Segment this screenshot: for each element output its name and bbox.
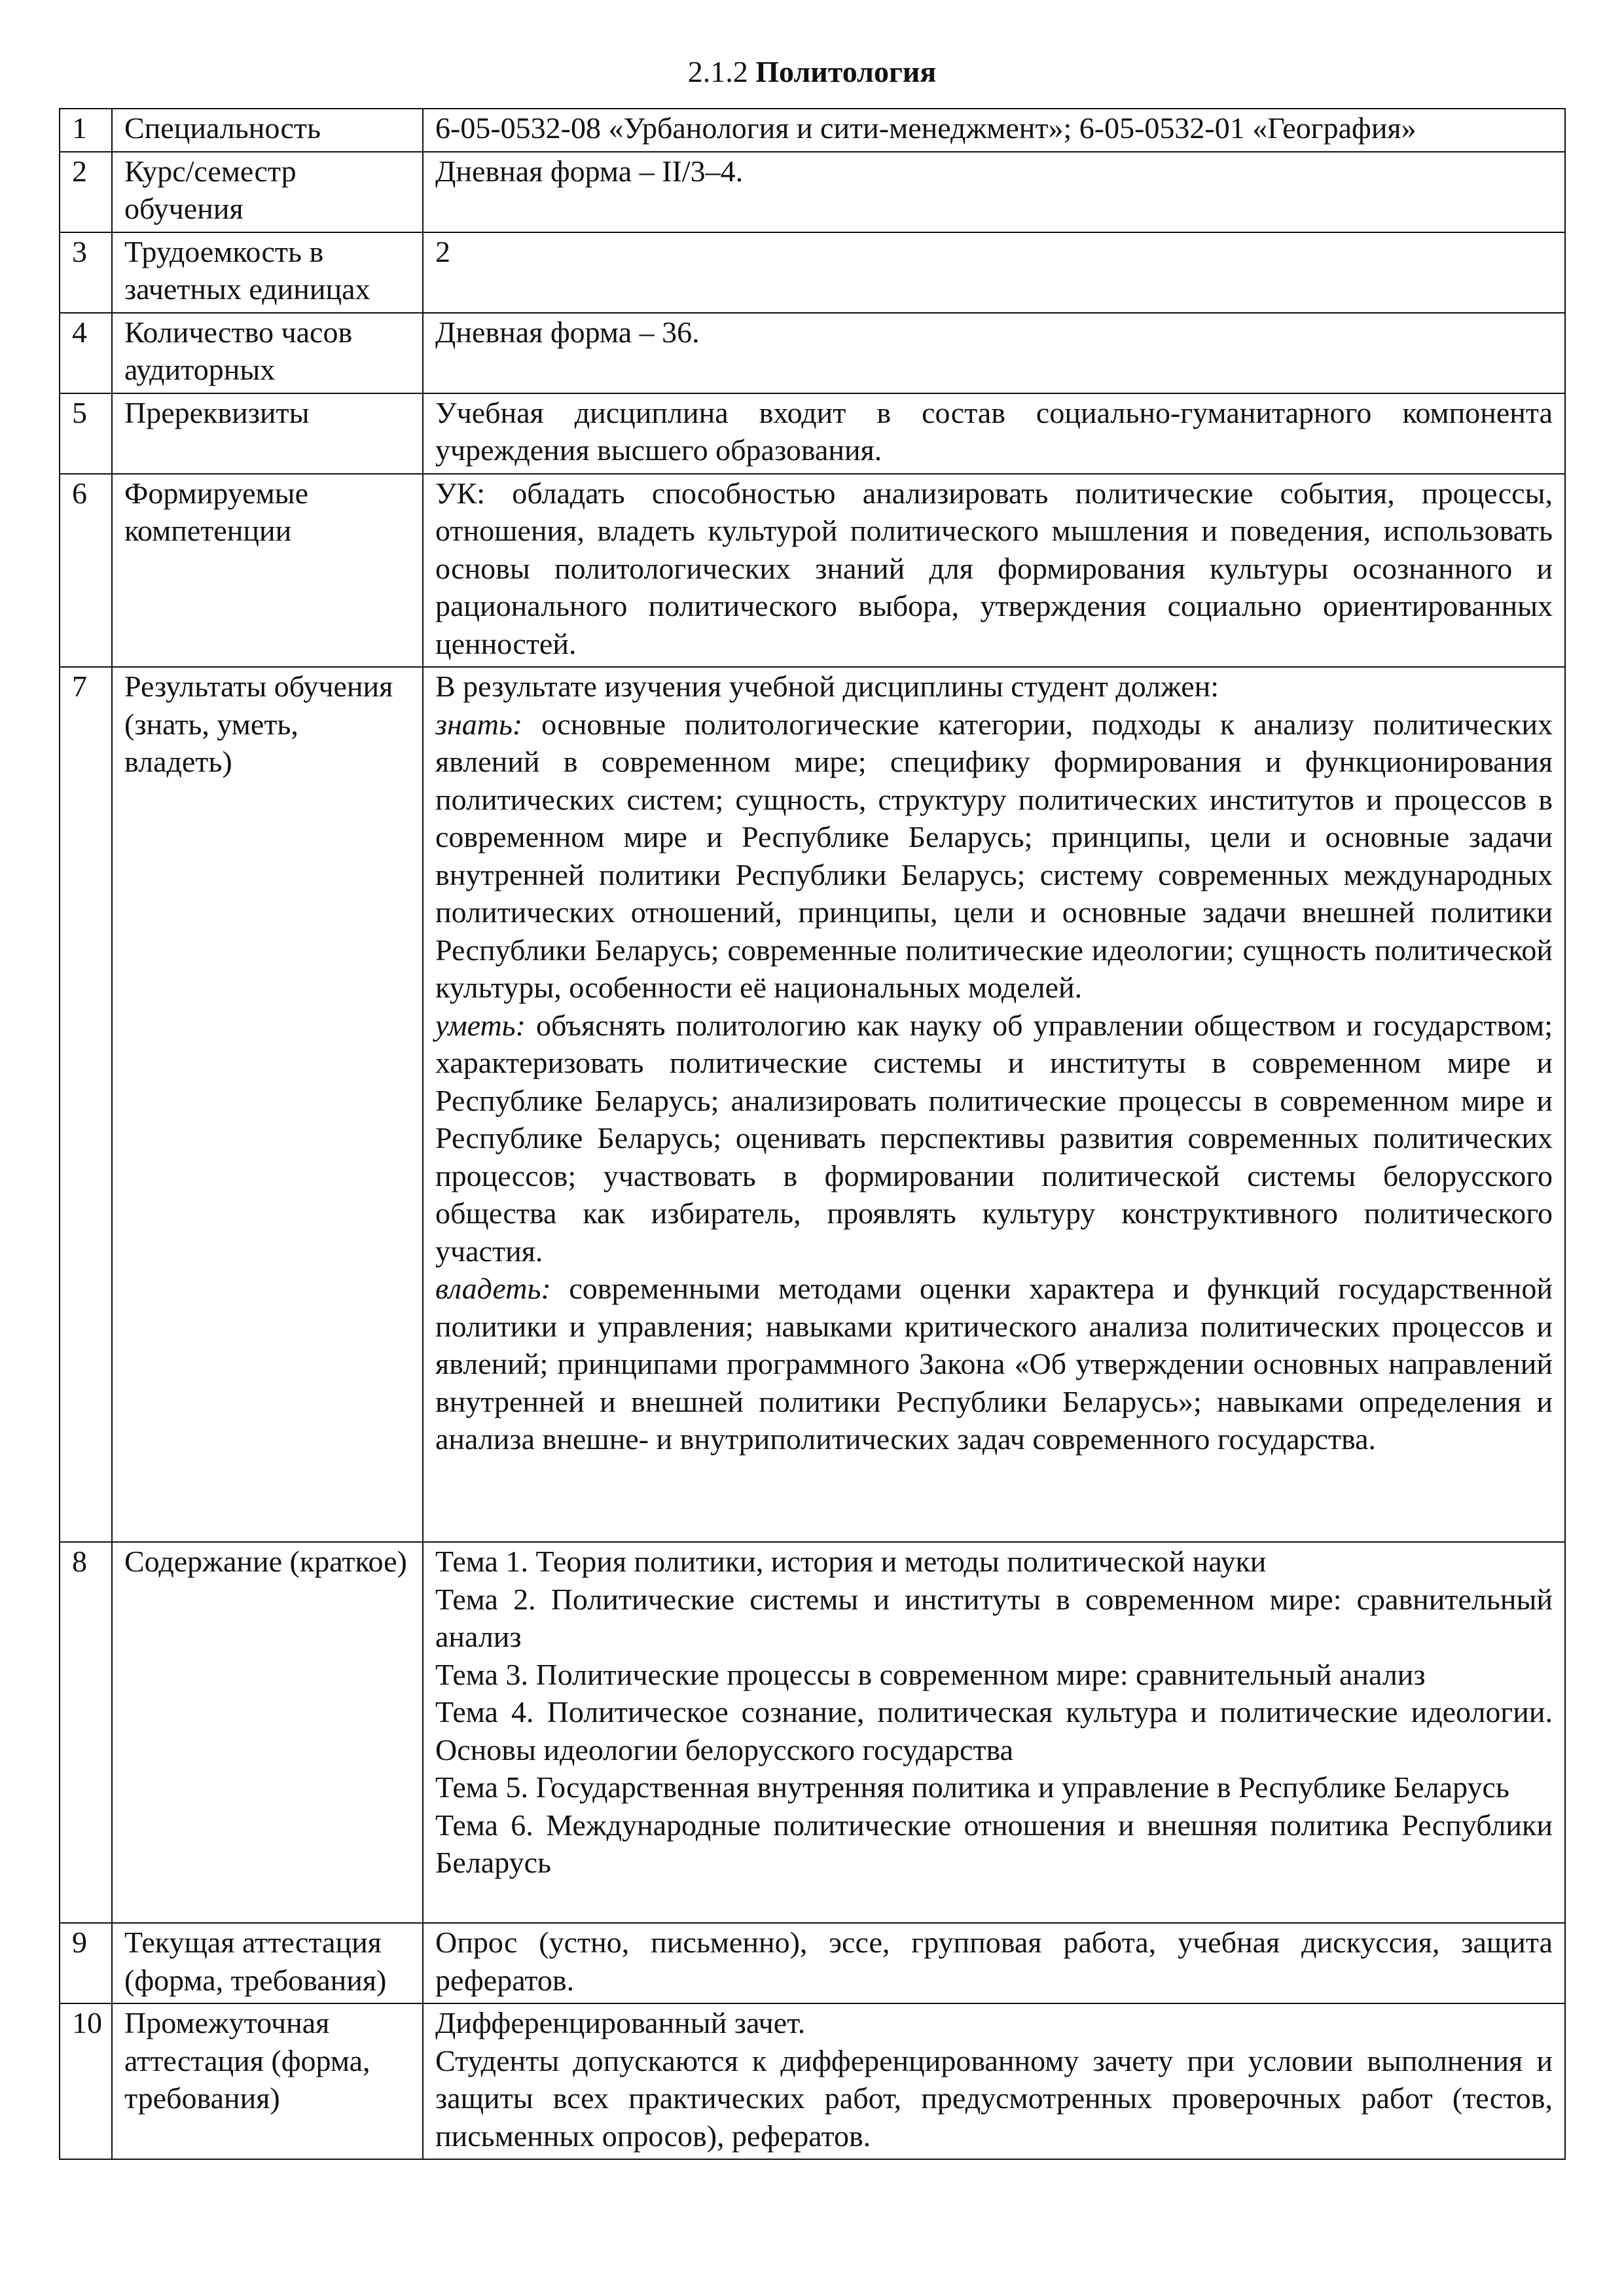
- topic-item: Тема 2. Политические системы и институты в современном мире: сравнительный анализ: [435, 1582, 1553, 1653]
- outcomes-can: [435, 1007, 1553, 1270]
- row-number: 6: [60, 474, 112, 668]
- table-row: [60, 2003, 1565, 2159]
- row-content: [423, 1542, 1565, 1923]
- course-info-table: [59, 108, 1566, 2160]
- table-row: [60, 393, 1565, 474]
- know-label: знать:: [435, 707, 523, 741]
- row-label: Пререквизиты: [112, 393, 423, 474]
- topic-item: Тема 3. Политические процессы в современном мире: сравнительный анализ: [435, 1657, 1426, 1691]
- topic-item: Тема 1. Теория политики, история и методы политической науки: [435, 1545, 1267, 1578]
- assessment-form: Дифференцированный зачет.: [435, 2006, 806, 2039]
- row-label: Трудоемкость в зачетных единицах: [112, 232, 423, 313]
- row-content: Дневная форма – 36.: [423, 313, 1565, 393]
- row-number: 9: [60, 1923, 112, 2003]
- row-label: Содержание (краткое): [112, 1542, 423, 1923]
- assessment-requirements: Студенты допускаются к дифференцированному зачету при условии выполнения и защиты всех практических работ, предусмотренных проверочных работ (тестов, письменных опросов), рефератов.: [435, 2043, 1553, 2153]
- row-number: 1: [60, 109, 112, 152]
- row-content: Учебная дисциплина входит в состав социально-гуманитарного компонента учреждения высшего образования.: [423, 393, 1565, 474]
- table-row: [60, 232, 1565, 313]
- row-content: 2: [423, 232, 1565, 313]
- row-number: 8: [60, 1542, 112, 1923]
- row-label: Формируемые компетенции: [112, 474, 423, 668]
- row-number: 7: [60, 667, 112, 1542]
- row-content: Дневная форма – II/3–4.: [423, 152, 1565, 232]
- row-label: Текущая аттестация (форма, требования): [112, 1923, 423, 2003]
- table-row: [60, 109, 1565, 152]
- topic-item: Тема 4. Политическое сознание, политическая культура и политические идеологии. Основы идеологии белорусского государства: [435, 1695, 1553, 1767]
- topic-item: Тема 6. Международные политические отношения и внешняя политика Республики Беларусь: [435, 1808, 1553, 1879]
- master-label: владеть:: [435, 1272, 551, 1305]
- table-row: [60, 1923, 1565, 2003]
- row-label: Курс/семестр обучения: [112, 152, 423, 232]
- table-row: [60, 667, 1565, 1542]
- can-label: уметь:: [435, 1008, 526, 1042]
- row-label: Промежуточная аттестация (форма, требования): [112, 2003, 423, 2159]
- row-number: 10: [60, 2003, 112, 2159]
- row-content: УК: обладать способностью анализировать политические события, процессы, отношения, владеть культурой политического мышления и поведения, использовать основы политологических знаний для формирования культуры осознанного и рационального политического выбора, утверждения социально ориентированных ценностей.: [423, 474, 1565, 668]
- row-number: 5: [60, 393, 112, 474]
- know-text: основные политологические категории, подходы к анализу политических явлений в современном мире; специфику формирования и функционирования политических систем; сущность, структуру политических институтов и процессов в современном мире и Республике Беларусь; принципы, цели и основные задачи внутренней политики Республики Беларусь; систему современных международных политических отношений, принципы, цели и основные задачи внешней политики Республики Беларусь; современные политические идеологии; сущность политической культуры, особенности её национальных моделей.: [435, 707, 1553, 1004]
- outcomes-master: [435, 1270, 1553, 1458]
- topic-item: Тема 5. Государственная внутренняя политика и управление в Республике Беларусь: [435, 1770, 1509, 1804]
- row-number: 4: [60, 313, 112, 393]
- can-text: объяснять политологию как науку об управлении обществом и государством; характеризовать политические системы и институты в современном мире и Республике Беларусь; анализировать политические процессы в современном мире и Республике Беларусь; оценивать перспективы развития современных политических процессов; участвовать в формировании политической системы белорусского общества как избиратель, проявлять культуру конструктивного политического участия.: [435, 1008, 1553, 1268]
- section-name: Политология: [755, 55, 937, 88]
- row-label: Специальность: [112, 109, 423, 152]
- row-content: Опрос (устно, письменно), эссе, групповая работа, учебная дискуссия, защита рефератов.: [423, 1923, 1565, 2003]
- outcomes-intro: В результате изучения учебной дисциплины студент должен:: [435, 670, 1219, 703]
- outcomes-know: [435, 706, 1553, 1007]
- row-label: Результаты обучения (знать, уметь, владеть): [112, 667, 423, 1542]
- row-content: [423, 667, 1565, 1542]
- table-row: [60, 313, 1565, 393]
- row-number: 2: [60, 152, 112, 232]
- master-text: современными методами оценки характера и функций государственной политики и управления; навыками критического анализа политических процессов и явлений; принципами программного Закона «Об утверждении основных направлений внутренней и внешней политики Республики Беларусь»; навыками определения и анализа внешне- и внутриполитических задач современного государства.: [435, 1272, 1553, 1456]
- table-row: [60, 152, 1565, 232]
- page-title: [0, 54, 1624, 90]
- table-row: [60, 1542, 1565, 1923]
- row-number: 3: [60, 232, 112, 313]
- table-row: [60, 474, 1565, 668]
- row-content: [423, 2003, 1565, 2159]
- section-number: 2.1.2: [687, 55, 748, 88]
- row-content: 6-05-0532-08 «Урбанология и сити-менеджмент»; 6-05-0532-01 «География»: [423, 109, 1565, 152]
- row-label: Количество часов аудиторных: [112, 313, 423, 393]
